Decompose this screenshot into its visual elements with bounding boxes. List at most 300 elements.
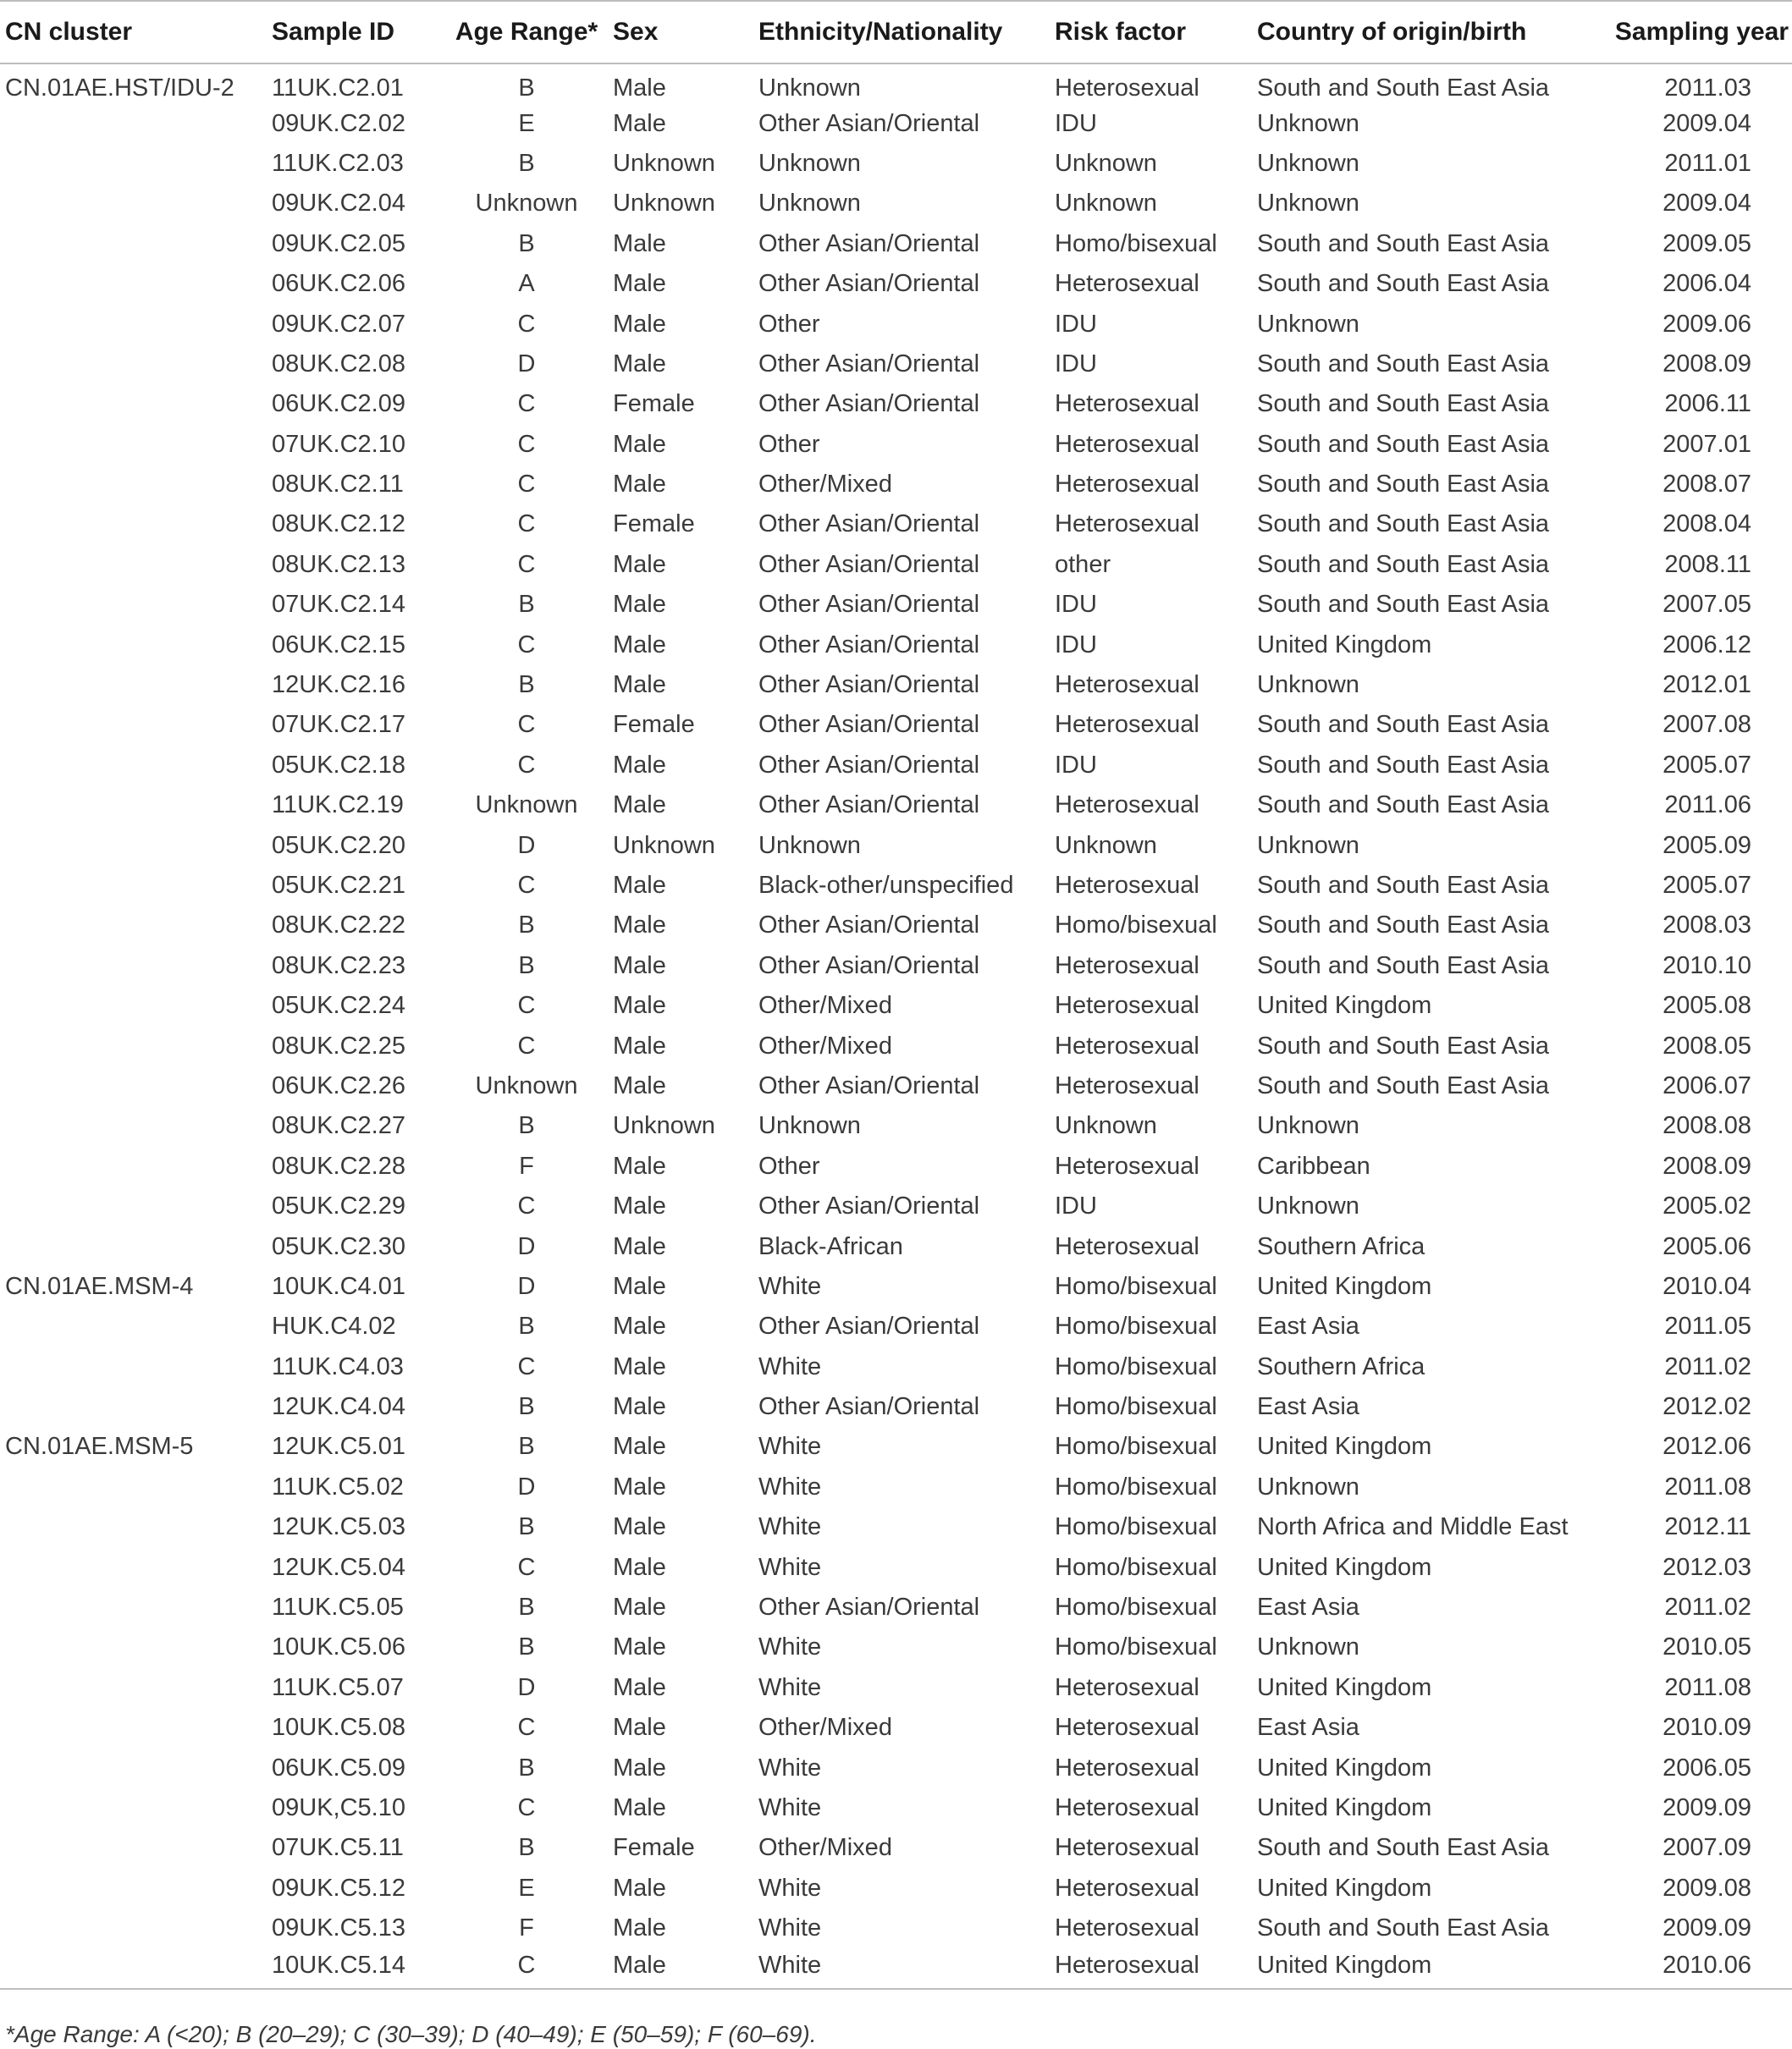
cell-ethnicity: Other Asian/Oriental: [758, 109, 980, 137]
cell-sampling-year: 2011.06: [1664, 791, 1751, 819]
cell-sample-id: 05UK.C2.18: [272, 751, 405, 779]
cell-ethnicity: Unknown: [758, 74, 861, 102]
cell-risk-factor: Heterosexual: [1050, 1948, 1252, 1988]
cell-sampling-year: 2006.07: [1662, 1071, 1751, 1099]
cell-ethnicity: Other Asian/Oriental: [758, 229, 980, 257]
cell-sample-id: 09UK.C5.13: [272, 1914, 405, 1942]
cell-sampling-year: 2005.02: [1662, 1192, 1751, 1220]
table-footnote: *Age Range: A (<20); B (20–29); C (30–39); D (40–49); E (50–59); F (60–69).: [5, 2021, 817, 2047]
cell-sampling-year: 2011.02: [1664, 1352, 1751, 1380]
cell-risk-factor: Homo/bisexual: [1055, 1352, 1217, 1380]
cell-sample-id: 12UK.C2.16: [272, 671, 405, 699]
table-row: [0, 224, 1792, 264]
cell-country: East Asia: [1257, 1393, 1359, 1421]
cell-sampling-year: 2007.05: [1662, 591, 1751, 619]
cell-cn-cluster: [0, 545, 267, 585]
cell-sample-id: 05UK.C2.30: [272, 1232, 405, 1260]
cell-sample-id: 10UK.C4.01: [272, 1272, 405, 1300]
cell-country: South and South East Asia: [1257, 591, 1550, 619]
cell-risk-factor: Unknown: [1055, 1112, 1157, 1140]
cell-age-range: C: [517, 751, 536, 779]
cell-sex: Male: [613, 671, 666, 699]
cell-sampling-year: 2009.08: [1662, 1874, 1751, 1902]
cell-risk-factor: Heterosexual: [1055, 1032, 1199, 1060]
cell-country: South and South East Asia: [1257, 951, 1550, 979]
cell-sampling-year: 2008.08: [1662, 1112, 1751, 1140]
cell-cn-cluster: [0, 384, 267, 424]
cell-sampling-year: 2005.07: [1662, 751, 1751, 779]
cell-sample-id: 08UK.C2.12: [272, 510, 405, 538]
cell-ethnicity: Unknown: [758, 831, 861, 859]
cell-sampling-year: 2006.04: [1662, 270, 1751, 298]
cell-sample-id: 07UK.C2.10: [272, 430, 405, 458]
cell-sampling-year: 2012.02: [1662, 1393, 1751, 1421]
cell-sex: Male: [613, 912, 666, 939]
table-row: [0, 1066, 1792, 1106]
table-row: [0, 746, 1792, 785]
cell-ethnicity: Other Asian/Oriental: [758, 1192, 980, 1220]
cell-country: Caribbean: [1257, 1152, 1370, 1180]
header-sample-id: Sample ID: [267, 1, 445, 63]
cell-age-range: E: [518, 1874, 535, 1902]
cell-risk-factor: Homo/bisexual: [1055, 1513, 1217, 1541]
cell-sample-id: 09UK,C5.10: [272, 1793, 405, 1821]
cell-ethnicity: Other Asian/Oriental: [758, 550, 980, 578]
cell-sex: Male: [613, 109, 666, 137]
cell-risk-factor: Heterosexual: [1055, 74, 1199, 102]
cell-sampling-year: 2010.09: [1662, 1714, 1751, 1742]
cell-ethnicity: White: [758, 1793, 822, 1821]
cell-age-range: A: [518, 270, 535, 298]
cell-sample-id: 05UK.C2.20: [272, 831, 405, 859]
cell-cn-cluster: [0, 1026, 267, 1066]
cell-sex: Male: [613, 791, 666, 819]
cell-ethnicity: White: [758, 1874, 822, 1902]
cell-age-range: B: [518, 1393, 535, 1421]
cell-risk-factor: other: [1055, 550, 1111, 578]
cell-risk-factor: Heterosexual: [1055, 1834, 1199, 1862]
cell-age-range: B: [518, 1433, 535, 1461]
cell-sample-id: 08UK.C2.23: [272, 951, 405, 979]
cell-country: South and South East Asia: [1257, 229, 1550, 257]
cell-age-range: C: [517, 390, 536, 418]
cell-sample-id: 07UK.C5.11: [272, 1834, 404, 1862]
cell-sex: Unknown: [613, 190, 715, 218]
cell-ethnicity: Other: [758, 310, 820, 338]
cell-risk-factor: Heterosexual: [1055, 671, 1199, 699]
cell-sex: Male: [613, 74, 666, 102]
cell-ethnicity: White: [758, 1473, 822, 1501]
table-row: [0, 585, 1792, 625]
cell-country: Unknown: [1257, 1473, 1359, 1501]
cell-sample-id: 08UK.C2.27: [272, 1112, 405, 1140]
table-row: [0, 504, 1792, 544]
table-row: [0, 465, 1792, 504]
cell-sampling-year: 2005.07: [1662, 872, 1751, 899]
cell-sample-id: 08UK.C2.08: [272, 350, 405, 377]
cell-country: United Kingdom: [1257, 992, 1432, 1020]
cell-country: South and South East Asia: [1257, 1834, 1550, 1862]
table-row: [0, 866, 1792, 906]
cell-age-range: D: [517, 1232, 536, 1260]
table-row: [0, 825, 1792, 865]
cell-cn-cluster: [0, 1547, 267, 1587]
cell-sex: Male: [613, 1433, 666, 1461]
cell-cn-cluster: [0, 1387, 267, 1427]
table-row: [0, 1748, 1792, 1787]
cell-sex: Male: [613, 1594, 666, 1622]
cell-sex: Male: [613, 591, 666, 619]
cell-risk-factor: Unknown: [1055, 831, 1157, 859]
cell-sampling-year: 2009.04: [1662, 190, 1751, 218]
cell-sample-id: 09UK.C2.07: [272, 310, 405, 338]
cell-age-range: B: [518, 951, 535, 979]
cell-country: South and South East Asia: [1257, 751, 1550, 779]
table-header-row: [0, 1, 1792, 63]
cell-cn-cluster: [0, 103, 267, 143]
cell-cn-cluster: [0, 1507, 267, 1547]
cell-cn-cluster: [0, 264, 267, 304]
cell-sampling-year: 2007.01: [1662, 430, 1751, 458]
cell-sex: Male: [613, 1071, 666, 1099]
cell-risk-factor: Heterosexual: [1055, 1152, 1199, 1180]
cell-age-range: Unknown: [475, 1071, 578, 1099]
cell-sampling-year: 2008.05: [1662, 1032, 1751, 1060]
cell-ethnicity: Other Asian/Oriental: [758, 1071, 980, 1099]
cell-risk-factor: Heterosexual: [1055, 951, 1199, 979]
cell-country: South and South East Asia: [1257, 1914, 1550, 1942]
cell-ethnicity: Other/Mixed: [758, 1032, 892, 1060]
cell-sex: Male: [613, 1272, 666, 1300]
cell-sample-id: HUK.C4.02: [272, 1313, 396, 1341]
cell-country: South and South East Asia: [1257, 510, 1550, 538]
cell-risk-factor: Heterosexual: [1055, 1673, 1199, 1701]
cell-sampling-year: 2011.08: [1664, 1673, 1751, 1701]
cell-ethnicity: White: [758, 1513, 822, 1541]
cell-sex: Male: [613, 350, 666, 377]
cell-sex: Male: [613, 1473, 666, 1501]
cell-cn-cluster: [0, 746, 267, 785]
table-row: [0, 665, 1792, 705]
cell-risk-factor: Heterosexual: [1055, 1232, 1199, 1260]
cell-ethnicity: Other Asian/Oriental: [758, 591, 980, 619]
table-row: [0, 946, 1792, 986]
cell-country: United Kingdom: [1257, 631, 1432, 658]
cell-age-range: C: [517, 1553, 536, 1581]
cell-age-range: F: [519, 1914, 534, 1942]
cell-country: South and South East Asia: [1257, 791, 1550, 819]
cell-cn-cluster: [0, 344, 267, 384]
table-row: [0, 63, 1792, 103]
cell-ethnicity: White: [758, 1633, 822, 1661]
cell-country: United Kingdom: [1257, 1754, 1432, 1782]
cell-cn-cluster: [0, 1668, 267, 1708]
table-row: [0, 1788, 1792, 1828]
cell-country: United Kingdom: [1252, 1948, 1602, 1988]
cell-age-range: D: [517, 1673, 536, 1701]
cell-sex: Male: [613, 1232, 666, 1260]
cell-risk-factor: IDU: [1055, 591, 1097, 619]
table-row: [0, 625, 1792, 664]
cell-sex: Male: [613, 1393, 666, 1421]
cell-sampling-year: 2010.06: [1602, 1948, 1792, 1988]
cell-risk-factor: Homo/bisexual: [1055, 229, 1217, 257]
header-sampling-year: Sampling year: [1602, 1, 1792, 63]
cell-cn-cluster: [0, 986, 267, 1026]
cell-sampling-year: 2009.05: [1662, 229, 1751, 257]
cell-sample-id: 12UK.C5.03: [272, 1513, 405, 1541]
table-row: [0, 304, 1792, 344]
cell-ethnicity: White: [758, 1914, 822, 1942]
table-row: [0, 1026, 1792, 1066]
cell-sampling-year: 2011.05: [1664, 1313, 1751, 1341]
cell-country: South and South East Asia: [1257, 270, 1550, 298]
cell-ethnicity: White: [758, 1433, 822, 1461]
cell-risk-factor: IDU: [1055, 310, 1097, 338]
cell-age-range: C: [517, 471, 536, 498]
cell-sampling-year: 2008.09: [1662, 350, 1751, 377]
cell-sex: Male: [613, 1793, 666, 1821]
cell-sampling-year: 2009.09: [1662, 1793, 1751, 1821]
cell-sample-id: 12UK.C4.04: [272, 1393, 405, 1421]
cell-risk-factor: Homo/bisexual: [1055, 1393, 1217, 1421]
cell-age-range: B: [518, 1754, 535, 1782]
cell-cn-cluster: [0, 465, 267, 504]
cell-ethnicity: Other Asian/Oriental: [758, 671, 980, 699]
cell-country: Unknown: [1257, 109, 1359, 137]
cell-cn-cluster: [0, 1828, 267, 1868]
table-row: [0, 1106, 1792, 1146]
cell-country: South and South East Asia: [1257, 1032, 1550, 1060]
cell-sex: Male: [613, 1032, 666, 1060]
cell-ethnicity: White: [758, 1553, 822, 1581]
cell-age-range: B: [518, 1633, 535, 1661]
cell-age-range: B: [518, 149, 535, 177]
cell-ethnicity: Other/Mixed: [758, 1714, 892, 1742]
cell-country: South and South East Asia: [1257, 471, 1550, 498]
cell-sex: Male: [613, 1714, 666, 1742]
table-body: [0, 63, 1792, 1989]
cell-sample-id: 05UK.C2.24: [272, 992, 405, 1020]
cell-age-range: B: [518, 229, 535, 257]
cell-country: South and South East Asia: [1257, 390, 1550, 418]
cell-sex: Male: [613, 631, 666, 658]
table-row: [0, 184, 1792, 223]
cell-ethnicity: Other Asian/Oriental: [758, 510, 980, 538]
cell-sample-id: 09UK.C5.12: [272, 1874, 405, 1902]
table-row: [0, 1869, 1792, 1909]
cell-sampling-year: 2011.08: [1664, 1473, 1751, 1501]
table-row: [0, 1708, 1792, 1748]
cell-sex: Male: [613, 471, 666, 498]
cell-age-range: C: [517, 872, 536, 899]
cell-ethnicity: Unknown: [758, 190, 861, 218]
cell-sample-id: 07UK.C2.14: [272, 591, 405, 619]
cell-country: United Kingdom: [1257, 1433, 1432, 1461]
cell-risk-factor: Heterosexual: [1055, 270, 1199, 298]
cell-ethnicity: Unknown: [758, 1112, 861, 1140]
cell-ethnicity: Other/Mixed: [758, 1834, 892, 1862]
cell-ethnicity: Other Asian/Oriental: [758, 1313, 980, 1341]
cell-age-range: B: [518, 1594, 535, 1622]
cell-sample-id: 06UK.C2.26: [272, 1071, 405, 1099]
cell-age-range: D: [517, 1473, 536, 1501]
cell-sampling-year: 2005.08: [1662, 992, 1751, 1020]
cell-age-range: B: [518, 912, 535, 939]
cell-risk-factor: Heterosexual: [1055, 471, 1199, 498]
cell-ethnicity: Other Asian/Oriental: [758, 631, 980, 658]
cell-cn-cluster: [0, 1187, 267, 1226]
cell-sex: Female: [613, 510, 695, 538]
cell-risk-factor: Homo/bisexual: [1055, 1553, 1217, 1581]
cell-sampling-year: 2005.06: [1662, 1232, 1751, 1260]
cell-risk-factor: Homo/bisexual: [1055, 1313, 1217, 1341]
cell-cn-cluster: [0, 224, 267, 264]
cell-age-range: Unknown: [475, 791, 578, 819]
cell-sex: Male: [613, 951, 666, 979]
cell-sex: Female: [613, 711, 695, 739]
cell-sample-id: 06UK.C2.15: [272, 631, 405, 658]
cell-cn-cluster: CN.01AE.MSM-5: [5, 1433, 194, 1461]
cell-country: South and South East Asia: [1257, 430, 1550, 458]
cell-sample-id: 09UK.C2.04: [272, 190, 405, 218]
cell-age-range: C: [517, 1714, 536, 1742]
cell-sample-id: 05UK.C2.21: [272, 872, 405, 899]
cell-sex: Unknown: [613, 1112, 715, 1140]
cell-sex: Male: [613, 1152, 666, 1180]
cell-cn-cluster: [0, 785, 267, 825]
cell-cn-cluster: [0, 1106, 267, 1146]
cell-country: Unknown: [1257, 310, 1359, 338]
cell-ethnicity: Unknown: [758, 149, 861, 177]
cell-age-range: E: [518, 109, 535, 137]
cell-country: Unknown: [1257, 149, 1359, 177]
cell-sampling-year: 2012.01: [1662, 671, 1751, 699]
cell-cn-cluster: [0, 425, 267, 465]
cell-sex: Unknown: [613, 831, 715, 859]
cell-age-range: C: [517, 992, 536, 1020]
cell-cn-cluster: [0, 1307, 267, 1347]
cell-risk-factor: Homo/bisexual: [1055, 1594, 1217, 1622]
cell-risk-factor: IDU: [1055, 751, 1097, 779]
cell-sample-id: 11UK.C2.03: [272, 149, 404, 177]
cell-risk-factor: Unknown: [1055, 190, 1157, 218]
table-row: [0, 1267, 1792, 1307]
cell-sample-id: 12UK.C5.01: [272, 1433, 405, 1461]
cell-ethnicity: Black-other/unspecified: [758, 872, 1014, 899]
cell-cn-cluster: [0, 504, 267, 544]
cell-sampling-year: 2006.12: [1662, 631, 1751, 658]
cell-cn-cluster: [0, 1909, 267, 1948]
cell-ethnicity: Other Asian/Oriental: [758, 951, 980, 979]
cell-country: United Kingdom: [1257, 1673, 1432, 1701]
cell-risk-factor: Homo/bisexual: [1055, 1633, 1217, 1661]
cell-risk-factor: Heterosexual: [1055, 1874, 1199, 1902]
cell-age-range: D: [517, 1272, 536, 1300]
cell-risk-factor: Heterosexual: [1055, 1071, 1199, 1099]
cell-age-range: C: [517, 1352, 536, 1380]
cell-sex: Female: [613, 390, 695, 418]
cell-sampling-year: 2009.04: [1662, 109, 1751, 137]
cell-cn-cluster: [0, 1628, 267, 1667]
cell-country: South and South East Asia: [1257, 550, 1550, 578]
cell-age-range: D: [517, 350, 536, 377]
cell-cn-cluster: [0, 1226, 267, 1266]
cell-sample-id: 09UK.C2.02: [272, 109, 405, 137]
cell-risk-factor: IDU: [1055, 631, 1097, 658]
cell-country: Unknown: [1257, 671, 1359, 699]
cell-risk-factor: Homo/bisexual: [1055, 912, 1217, 939]
cell-age-range: C: [517, 550, 536, 578]
table-row: [0, 1187, 1792, 1226]
cell-ethnicity: Other Asian/Oriental: [758, 1594, 980, 1622]
cell-country: Southern Africa: [1257, 1352, 1425, 1380]
cell-age-range: C: [445, 1948, 608, 1988]
cell-age-range: B: [518, 1112, 535, 1140]
cell-sex: Male: [613, 1553, 666, 1581]
table-row: [0, 1668, 1792, 1708]
cell-sampling-year: 2005.09: [1662, 831, 1751, 859]
cell-sex: Male: [613, 1673, 666, 1701]
cell-ethnicity: White: [758, 1673, 822, 1701]
cell-cn-cluster: [0, 866, 267, 906]
cell-age-range: B: [518, 1513, 535, 1541]
cell-ethnicity: White: [758, 1272, 822, 1300]
cell-cn-cluster: CN.01AE.MSM-4: [5, 1272, 194, 1300]
cell-sample-id: 11UK.C2.01: [272, 74, 404, 102]
table-row: [0, 1948, 1792, 1988]
cell-ethnicity: Other: [758, 1152, 820, 1180]
cell-sample-id: 11UK.C4.03: [272, 1352, 404, 1380]
cell-cn-cluster: [0, 1468, 267, 1507]
cell-cn-cluster: [0, 1147, 267, 1187]
header-ethnicity: Ethnicity/Nationality: [753, 1, 1050, 63]
cell-risk-factor: Heterosexual: [1055, 390, 1199, 418]
cell-sample-id: 10UK.C5.08: [272, 1714, 405, 1742]
cell-cn-cluster: [0, 184, 267, 223]
cell-sex: Male: [613, 430, 666, 458]
cell-cn-cluster: [0, 825, 267, 865]
cell-sex: Male: [613, 992, 666, 1020]
cell-sampling-year: 2006.05: [1662, 1754, 1751, 1782]
cell-sex: Male: [613, 550, 666, 578]
cell-sampling-year: 2011.01: [1664, 149, 1751, 177]
cell-cn-cluster: [0, 1869, 267, 1909]
cell-sample-id: 06UK.C2.06: [272, 270, 405, 298]
table-row: [0, 425, 1792, 465]
cell-risk-factor: Heterosexual: [1055, 711, 1199, 739]
cell-age-range: C: [517, 1793, 536, 1821]
table-row: [0, 1147, 1792, 1187]
cell-cn-cluster: [0, 585, 267, 625]
cell-cn-cluster: [0, 665, 267, 705]
cell-age-range: C: [517, 430, 536, 458]
cell-sample-id: 11UK.C5.05: [272, 1594, 404, 1622]
cell-country: South and South East Asia: [1257, 350, 1550, 377]
cell-sampling-year: 2007.08: [1662, 711, 1751, 739]
cell-country: Southern Africa: [1257, 1232, 1425, 1260]
table-row: [0, 785, 1792, 825]
cell-sex: Male: [613, 1352, 666, 1380]
cell-ethnicity: White: [758, 1352, 822, 1380]
cell-sex: Male: [613, 1754, 666, 1782]
cell-country: East Asia: [1257, 1313, 1359, 1341]
cell-risk-factor: IDU: [1055, 1192, 1097, 1220]
cell-cn-cluster: [0, 1948, 267, 1988]
cell-age-range: C: [517, 711, 536, 739]
cell-ethnicity: Other: [758, 430, 820, 458]
cell-risk-factor: Homo/bisexual: [1055, 1433, 1217, 1461]
